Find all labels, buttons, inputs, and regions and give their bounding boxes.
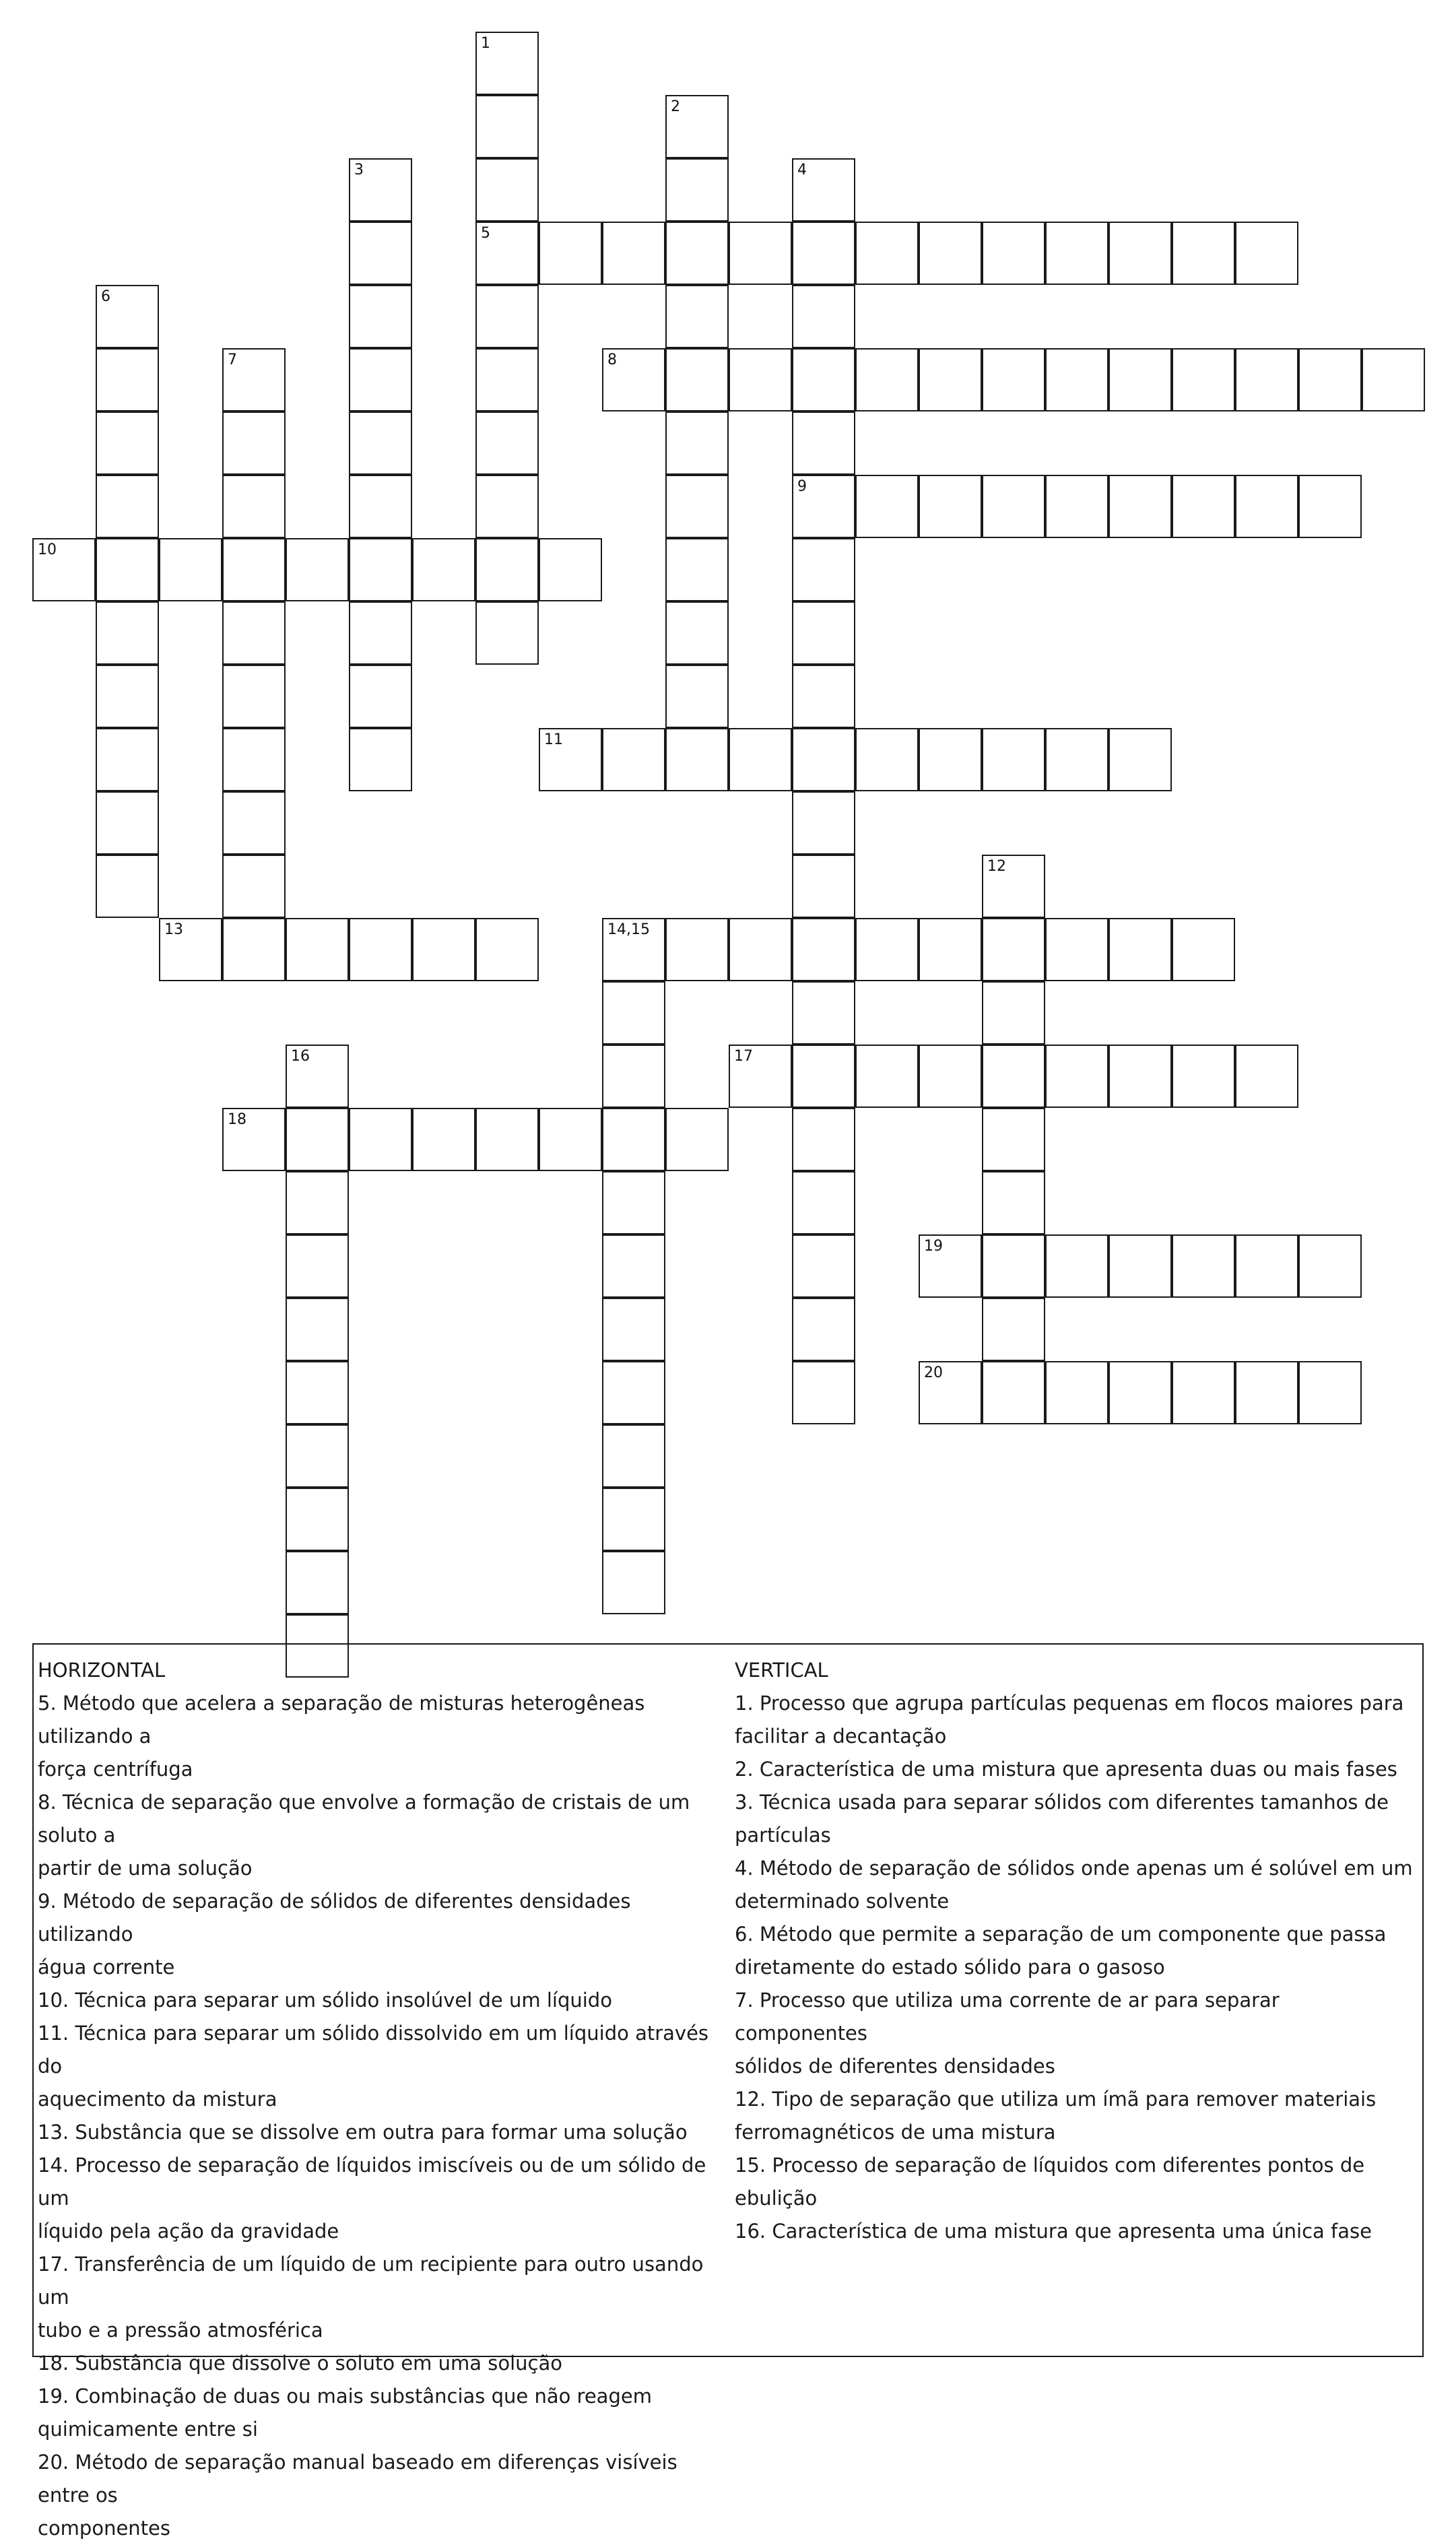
grid-cell[interactable]: [286, 1488, 349, 1551]
grid-cell[interactable]: [349, 222, 412, 285]
grid-cell[interactable]: [665, 411, 729, 475]
clue-line: componentes: [38, 2517, 171, 2540]
clue-number: 2: [671, 98, 680, 115]
grid-cell[interactable]: [982, 222, 1045, 285]
clue-line: 16. Característica de uma mistura que apresenta uma única fase: [735, 2220, 1372, 2243]
grid-cell[interactable]: [729, 1045, 792, 1108]
grid-cell[interactable]: [286, 1045, 349, 1108]
grid-cell[interactable]: [665, 728, 729, 791]
clue-line: 14. Processo de separação de líquidos imiscíveis ou de um sólido de um: [38, 2154, 706, 2210]
clue-number: 6: [101, 288, 110, 305]
grid-cell[interactable]: [96, 285, 159, 348]
grid-cell[interactable]: [792, 158, 855, 222]
clue-line: 20. Método de separação manual baseado em diferenças visíveis entre os: [38, 2451, 677, 2507]
grid-cell[interactable]: [539, 1108, 602, 1171]
grid-cell[interactable]: [286, 538, 349, 601]
grid-cell[interactable]: [792, 222, 855, 285]
grid-cell[interactable]: [1235, 348, 1298, 411]
grid-cell[interactable]: [349, 475, 412, 538]
clue-number: 13: [164, 921, 183, 938]
grid-cell[interactable]: [1172, 1234, 1235, 1298]
grid-cell[interactable]: [96, 475, 159, 538]
grid-cell[interactable]: [665, 222, 729, 285]
grid-cell[interactable]: [665, 475, 729, 538]
grid-cell[interactable]: [982, 1234, 1045, 1298]
clue-number: 3: [354, 162, 364, 178]
grid-cell[interactable]: [855, 728, 919, 791]
grid-cell[interactable]: [286, 918, 349, 981]
grid-cell[interactable]: [349, 1108, 412, 1171]
clue-line: 5. Método que acelera a separação de misturas heterogêneas utilizando a: [38, 1692, 645, 1748]
grid-cell[interactable]: [1172, 918, 1235, 981]
clue-line: 8. Técnica de separação que envolve a formação de cristais de um soluto a: [38, 1791, 690, 1847]
grid-cell[interactable]: [982, 728, 1045, 791]
grid-cell[interactable]: [349, 728, 412, 791]
grid-cell[interactable]: [1298, 475, 1362, 538]
grid-cell[interactable]: [982, 1108, 1045, 1171]
grid-cell[interactable]: [1108, 475, 1172, 538]
grid-cell[interactable]: [602, 918, 665, 981]
grid-cell[interactable]: [1172, 1361, 1235, 1424]
grid-cell[interactable]: [1108, 1045, 1172, 1108]
grid-cell[interactable]: [349, 348, 412, 411]
grid-cell[interactable]: [1235, 222, 1298, 285]
grid-cell[interactable]: [96, 728, 159, 791]
grid-cell[interactable]: [919, 1234, 982, 1298]
grid-cell[interactable]: [1172, 1045, 1235, 1108]
grid-cell[interactable]: [539, 728, 602, 791]
grid-cell[interactable]: [792, 1171, 855, 1234]
grid-cell[interactable]: [919, 728, 982, 791]
grid-cell[interactable]: [1108, 348, 1172, 411]
clue-number: 5: [481, 225, 490, 242]
grid-cell[interactable]: [792, 1108, 855, 1171]
grid-cell[interactable]: [475, 158, 539, 222]
grid-cell[interactable]: [982, 1045, 1045, 1108]
grid-cell[interactable]: [729, 348, 792, 411]
horizontal-clues: [38, 1654, 725, 2545]
grid-cell[interactable]: [602, 1108, 665, 1171]
clue-line: 11. Técnica para separar um sólido dissolvido em um líquido através do: [38, 2022, 709, 2078]
grid-cell[interactable]: [1235, 475, 1298, 538]
grid-cell[interactable]: [665, 348, 729, 411]
grid-cell[interactable]: [222, 601, 286, 665]
grid-cell[interactable]: [349, 285, 412, 348]
grid-cell[interactable]: [665, 601, 729, 665]
clue-line: 12. Tipo de separação que utiliza um ímã para remover materiais: [735, 2088, 1377, 2111]
grid-cell[interactable]: [286, 1298, 349, 1361]
grid-cell[interactable]: [919, 222, 982, 285]
clue-line: 6. Método que permite a separação de um componente que passa: [735, 1923, 1387, 1946]
grid-cell[interactable]: [602, 981, 665, 1045]
clue-number: 17: [734, 1048, 753, 1065]
grid-cell[interactable]: [286, 1234, 349, 1298]
grid-cell[interactable]: [855, 348, 919, 411]
grid-cell[interactable]: [982, 1298, 1045, 1361]
clue-line: partir de uma solução: [38, 1857, 253, 1880]
grid-cell[interactable]: [539, 538, 602, 601]
grid-cell[interactable]: [792, 981, 855, 1045]
grid-cell[interactable]: [919, 1361, 982, 1424]
clue-line: determinado solvente: [735, 1890, 950, 1913]
grid-cell[interactable]: [602, 1488, 665, 1551]
clue-number: 10: [38, 541, 57, 558]
grid-cell[interactable]: [602, 1045, 665, 1108]
clue-line: 3. Técnica usada para separar sólidos com diferentes tamanhos de: [735, 1791, 1389, 1814]
grid-cell[interactable]: [96, 411, 159, 475]
grid-cell[interactable]: [222, 918, 286, 981]
grid-cell[interactable]: [982, 1361, 1045, 1424]
clue-line: ferromagnéticos de uma mistura: [735, 2121, 1056, 2144]
clue-line: 2. Característica de uma mistura que apresenta duas ou mais fases: [735, 1758, 1397, 1781]
grid-cell[interactable]: [222, 411, 286, 475]
grid-cell[interactable]: [349, 158, 412, 222]
grid-cell[interactable]: [349, 918, 412, 981]
grid-cell[interactable]: [1045, 222, 1108, 285]
grid-cell[interactable]: [855, 1045, 919, 1108]
clue-line: 10. Técnica para separar um sólido insolúvel de um líquido: [38, 1989, 612, 2012]
grid-cell[interactable]: [602, 348, 665, 411]
grid-cell[interactable]: [982, 475, 1045, 538]
grid-cell[interactable]: [475, 1108, 539, 1171]
grid-cell[interactable]: [1172, 222, 1235, 285]
grid-cell[interactable]: [349, 665, 412, 728]
grid-cell[interactable]: [222, 791, 286, 855]
clue-number: 19: [924, 1238, 943, 1255]
clue-line: 17. Transferência de um líquido de um recipiente para outro usando um: [38, 2253, 704, 2309]
grid-cell[interactable]: [1298, 1234, 1362, 1298]
grid-cell[interactable]: [729, 728, 792, 791]
grid-cell[interactable]: [792, 855, 855, 918]
clue-line: 7. Processo que utiliza uma corrente de ar para separar componentes: [735, 1989, 1280, 2045]
grid-cell[interactable]: [96, 855, 159, 918]
clue-line: 13. Substância que se dissolve em outra para formar uma solução: [38, 2121, 688, 2144]
grid-cell[interactable]: [222, 728, 286, 791]
grid-cell[interactable]: [919, 348, 982, 411]
vertical-heading: VERTICAL: [735, 1659, 828, 1682]
clue-number: 18: [228, 1111, 246, 1128]
clue-number: 4: [797, 162, 807, 178]
grid-cell[interactable]: [982, 918, 1045, 981]
grid-cell[interactable]: [1235, 1361, 1298, 1424]
grid-cell[interactable]: [1172, 475, 1235, 538]
grid-cell[interactable]: [412, 1108, 475, 1171]
grid-cell[interactable]: [1108, 1361, 1172, 1424]
grid-cell[interactable]: [96, 601, 159, 665]
grid-cell[interactable]: [729, 222, 792, 285]
clue-line: sólidos de diferentes densidades: [735, 2055, 1055, 2078]
grid-cell[interactable]: [982, 348, 1045, 411]
grid-cell[interactable]: [855, 918, 919, 981]
grid-cell[interactable]: [286, 1361, 349, 1424]
grid-cell[interactable]: [1045, 475, 1108, 538]
grid-cell[interactable]: [665, 1108, 729, 1171]
grid-cell[interactable]: [919, 1045, 982, 1108]
clue-line: 18. Substância que dissolve o soluto em uma solução: [38, 2352, 562, 2375]
clue-line: partículas: [735, 1824, 831, 1847]
grid-cell[interactable]: [475, 222, 539, 285]
grid-cell[interactable]: [96, 538, 159, 601]
clue-number: 11: [544, 731, 563, 748]
grid-cell[interactable]: [412, 538, 475, 601]
grid-cell[interactable]: [1045, 348, 1108, 411]
grid-cell[interactable]: [1108, 1234, 1172, 1298]
grid-cell[interactable]: [1045, 1045, 1108, 1108]
clue-line: 9. Método de separação de sólidos de diferentes densidades utilizando: [38, 1890, 631, 1946]
grid-cell[interactable]: [919, 475, 982, 538]
clue-number: 1: [481, 35, 490, 52]
grid-cell[interactable]: [792, 665, 855, 728]
clue-line: 1. Processo que agrupa partículas pequenas em flocos maiores para: [735, 1692, 1404, 1715]
grid-cell[interactable]: [96, 791, 159, 855]
grid-cell[interactable]: [1298, 1361, 1362, 1424]
grid-cell[interactable]: [475, 918, 539, 981]
grid-cell[interactable]: [1045, 1234, 1108, 1298]
grid-cell[interactable]: [792, 791, 855, 855]
grid-cell[interactable]: [222, 538, 286, 601]
grid-cell[interactable]: [96, 348, 159, 411]
grid-cell[interactable]: [349, 601, 412, 665]
clue-line: facilitar a decantação: [735, 1725, 947, 1748]
clue-number: 16: [291, 1048, 310, 1065]
clue-line: 4. Método de separação de sólidos onde apenas um é solúvel em um: [735, 1857, 1413, 1880]
grid-cell[interactable]: [982, 1171, 1045, 1234]
grid-cell[interactable]: [665, 95, 729, 158]
clue-line: quimicamente entre si: [38, 2418, 258, 2441]
grid-cell[interactable]: [349, 538, 412, 601]
grid-cell[interactable]: [665, 665, 729, 728]
grid-cell[interactable]: [855, 222, 919, 285]
grid-cell[interactable]: [475, 95, 539, 158]
grid-cell[interactable]: [159, 538, 222, 601]
grid-cell[interactable]: [602, 222, 665, 285]
clue-line: líquido pela ação da gravidade: [38, 2220, 339, 2243]
grid-cell[interactable]: [602, 1361, 665, 1424]
grid-cell[interactable]: [665, 538, 729, 601]
clue-line: diretamente do estado sólido para o gasoso: [735, 1956, 1165, 1979]
grid-cell[interactable]: [1108, 222, 1172, 285]
clue-number: 7: [228, 352, 237, 368]
grid-cell[interactable]: [1298, 348, 1362, 411]
clue-line: aquecimento da mistura: [38, 2088, 277, 2111]
grid-cell[interactable]: [222, 665, 286, 728]
clue-number: 20: [924, 1364, 943, 1381]
clue-number: 8: [607, 352, 617, 368]
grid-cell[interactable]: [222, 855, 286, 918]
grid-cell[interactable]: [475, 475, 539, 538]
grid-cell[interactable]: [475, 601, 539, 665]
grid-cell[interactable]: [1235, 1045, 1298, 1108]
grid-cell[interactable]: [602, 1551, 665, 1614]
grid-cell[interactable]: [1045, 728, 1108, 791]
grid-cell[interactable]: [286, 1551, 349, 1614]
grid-cell[interactable]: [982, 981, 1045, 1045]
grid-cell[interactable]: [222, 348, 286, 411]
grid-cell[interactable]: [1108, 728, 1172, 791]
grid-cell[interactable]: [792, 538, 855, 601]
grid-cell[interactable]: [159, 918, 222, 981]
clue-number: 14,15: [607, 921, 650, 938]
grid-cell[interactable]: [286, 1424, 349, 1488]
grid-cell[interactable]: [792, 601, 855, 665]
grid-cell[interactable]: [1172, 348, 1235, 411]
grid-cell[interactable]: [1235, 1234, 1298, 1298]
grid-cell[interactable]: [792, 918, 855, 981]
grid-cell[interactable]: [1362, 348, 1425, 411]
grid-cell[interactable]: [1108, 918, 1172, 981]
clue-number: 12: [987, 858, 1006, 875]
grid-cell[interactable]: [475, 538, 539, 601]
grid-cell[interactable]: [96, 665, 159, 728]
grid-cell[interactable]: [792, 411, 855, 475]
grid-cell[interactable]: [602, 728, 665, 791]
horizontal-heading: HORIZONTAL: [38, 1659, 166, 1682]
grid-cell[interactable]: [792, 285, 855, 348]
grid-cell[interactable]: [539, 222, 602, 285]
grid-cell[interactable]: [475, 348, 539, 411]
grid-cell[interactable]: [1045, 918, 1108, 981]
grid-cell[interactable]: [475, 32, 539, 95]
grid-cell[interactable]: [222, 1108, 286, 1171]
grid-cell[interactable]: [982, 855, 1045, 918]
clue-number: 9: [797, 478, 807, 495]
grid-cell[interactable]: [792, 1234, 855, 1298]
clues-box: [32, 1643, 1424, 2540]
grid-cell[interactable]: [412, 918, 475, 981]
grid-cell[interactable]: [286, 1108, 349, 1171]
grid-cell[interactable]: [792, 1298, 855, 1361]
grid-cell[interactable]: [602, 1234, 665, 1298]
grid-cell[interactable]: [665, 918, 729, 981]
clue-line: 19. Combinação de duas ou mais substâncias que não reagem: [38, 2385, 652, 2408]
clue-line: tubo e a pressão atmosférica: [38, 2319, 323, 2342]
grid-cell[interactable]: [475, 285, 539, 348]
grid-cell[interactable]: [792, 348, 855, 411]
grid-cell[interactable]: [602, 1171, 665, 1234]
grid-cell[interactable]: [602, 1424, 665, 1488]
grid-cell[interactable]: [349, 411, 412, 475]
grid-cell[interactable]: [222, 475, 286, 538]
grid-cell[interactable]: [665, 285, 729, 348]
grid-cell[interactable]: [792, 1045, 855, 1108]
grid-cell[interactable]: [792, 728, 855, 791]
grid-cell[interactable]: [1045, 1361, 1108, 1424]
grid-cell[interactable]: [855, 475, 919, 538]
grid-cell[interactable]: [602, 1298, 665, 1361]
grid-cell[interactable]: [729, 918, 792, 981]
grid-cell[interactable]: [665, 158, 729, 222]
clue-line: água corrente: [38, 1956, 175, 1979]
grid-cell[interactable]: [475, 411, 539, 475]
clue-line: força centrífuga: [38, 1758, 193, 1781]
clue-line: 15. Processo de separação de líquidos com diferentes pontos de ebulição: [735, 2154, 1365, 2210]
grid-cell[interactable]: [919, 918, 982, 981]
grid-cell[interactable]: [32, 538, 96, 601]
grid-cell[interactable]: [792, 1361, 855, 1424]
vertical-clues: [735, 1654, 1415, 2248]
grid-cell[interactable]: [286, 1171, 349, 1234]
grid-cell[interactable]: [792, 475, 855, 538]
